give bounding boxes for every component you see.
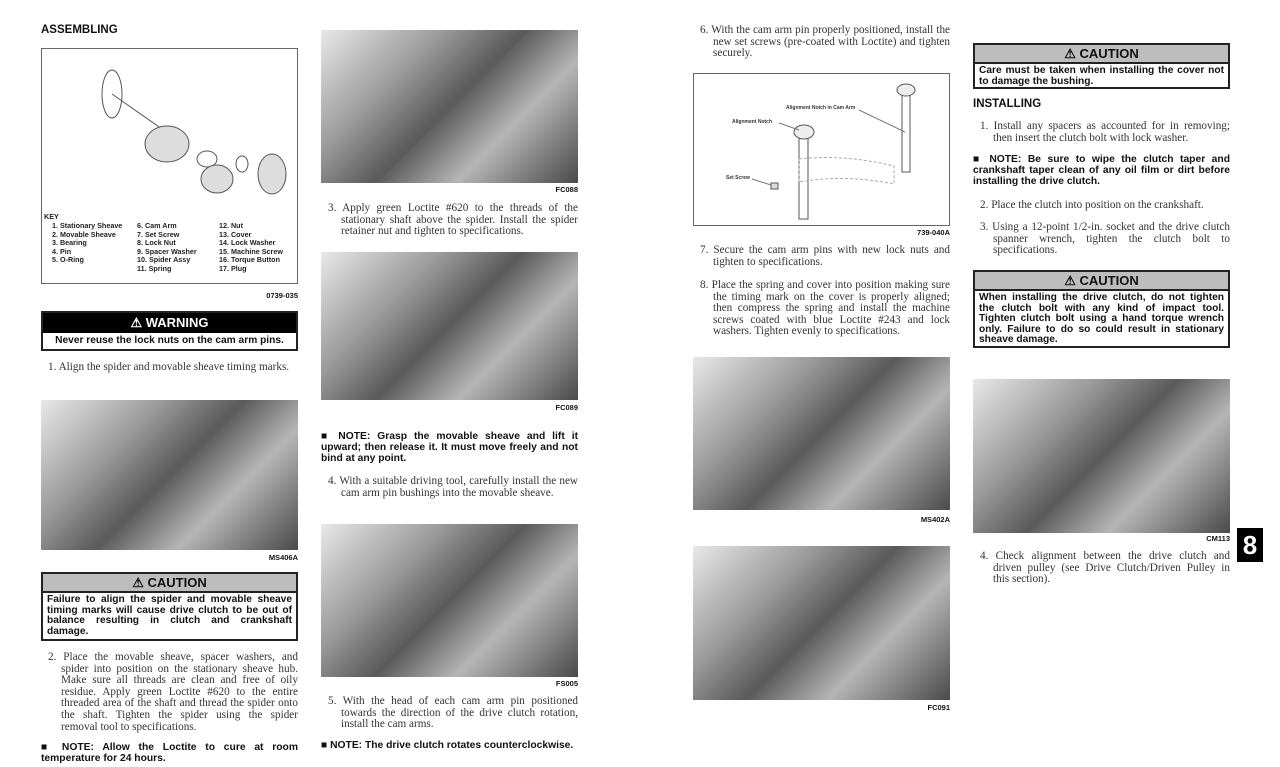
- photo-spider-nut: [321, 252, 578, 400]
- section-heading-installing: INSTALLING: [973, 98, 1042, 110]
- install-step-2: 2. Place the clutch into position on the crankshaft.: [980, 199, 1204, 211]
- key-item: 6. Cam Arm: [137, 221, 177, 230]
- photo-code: FC091: [927, 703, 950, 712]
- key-title: KEY: [44, 212, 59, 221]
- cam-arm-pin-diagram: [694, 74, 949, 225]
- key-item: 15. Machine Screw: [219, 246, 283, 256]
- step-4: 4. With a suitable driving tool, carefully install the new cam arm pin bushings into the movable sheave.: [328, 475, 578, 499]
- photo-code: FC088: [555, 185, 578, 194]
- key-item: 13. Cover: [219, 229, 252, 239]
- step-7: 7. Secure the cam arm pins with new lock nuts and tighten to specifications.: [700, 244, 950, 268]
- photo-spider-alignment: [41, 400, 298, 550]
- caution-title: ⚠ CAUTION: [975, 272, 1228, 291]
- label-alignment-notch: Alignment Notch: [732, 119, 772, 125]
- cam-arm-pin-figure: [693, 73, 950, 226]
- install-step-1: 1. Install any spacers as accounted for in removing; then insert the clutch bolt with lock washer.: [980, 120, 1230, 144]
- exploded-clutch-diagram: [42, 49, 297, 209]
- note: ■ NOTE: Grasp the movable sheave and lift it upward; then release it. It must move freely and not bind at any point.: [321, 431, 578, 464]
- caution-box: [41, 572, 298, 641]
- step-5: 5. With the head of each cam arm pin positioned towards the direction of the drive clutch rotation, install the cam arms.: [328, 695, 578, 731]
- photo-loctite: [321, 30, 578, 183]
- photo-torque-wrench: [693, 546, 950, 700]
- caution-box: [973, 270, 1230, 348]
- note: ■ NOTE: Allow the Loctite to cure at room temperature for 24 hours.: [41, 742, 298, 764]
- step-2: 2. Place the movable sheave, spacer washers, and spider into position on the stationary sheave hub. Make sure all threads are clean and free of oily residue. Apply green Loctite #620 to the entire threaded area of the shaft and thread the spider onto the shaft. Tighten the spider using the spider removal tool to specifications.: [48, 651, 298, 733]
- figure-code: 739-040A: [917, 228, 950, 237]
- key-item: 10. Spider Assy: [137, 255, 191, 265]
- step-6: 6. With the cam arm pin properly positioned, install the new set screws (pre-coated with Loctite) and tighten securely.: [700, 24, 950, 60]
- key-item: 11. Spring: [137, 263, 172, 273]
- key-item: 1. Stationary Sheave: [52, 221, 123, 230]
- warning-box: [41, 311, 298, 351]
- figure-code: 0739-035: [266, 291, 298, 300]
- photo-code: CM113: [1206, 534, 1230, 543]
- exploded-view-figure: [41, 48, 298, 284]
- key-item: 14. Lock Washer: [219, 238, 276, 248]
- warning-text: Never reuse the lock nuts on the cam arm pins.: [55, 335, 284, 346]
- section-heading-assembling: ASSEMBLING: [41, 24, 118, 36]
- key-item: 4. Pin: [52, 246, 72, 256]
- key-item: 16. Torque Button: [219, 255, 280, 265]
- photo-engine-clutch: [973, 379, 1230, 533]
- caution-title: ⚠ CAUTION: [43, 574, 296, 593]
- note: ■ NOTE: Be sure to wipe the clutch taper and crankshaft taper clean of any oil film or dirt before installing the drive clutch.: [973, 154, 1230, 187]
- label-set-screw: Set Screw: [726, 175, 750, 181]
- key-item: 3. Bearing: [52, 238, 87, 248]
- note: ■ NOTE: The drive clutch rotates counterclockwise.: [321, 740, 574, 751]
- photo-code: FS005: [555, 679, 578, 688]
- caution-text: Care must be taken when installing the cover not to damage the bushing.: [979, 65, 1224, 87]
- step-3: 3. Apply green Loctite #620 to the threads of the stationary shaft above the spider. Install the spider retainer nut and tighten to specifications.: [328, 202, 578, 238]
- install-step-4: 4. Check alignment between the drive clutch and driven pulley (see Drive Clutch/Driven Pulley in this section).: [980, 550, 1230, 586]
- caution-title: ⚠ CAUTION: [975, 45, 1228, 64]
- key-item: 2. Movable Sheave: [52, 229, 116, 239]
- key-item: 5. O-Ring: [52, 255, 84, 265]
- step-8: 8. Place the spring and cover into position making sure the timing mark on the cover is properly aligned; then compress the spring and install the machine screws coated with blue Loctite #243 and lock washers. Tighten evenly to specifications.: [700, 279, 950, 338]
- caution-box: [973, 43, 1230, 89]
- key-item: 17. Plug: [219, 263, 247, 273]
- key-item: 8. Lock Nut: [137, 238, 176, 248]
- photo-cover-timing-mark: [693, 357, 950, 510]
- warning-title: ⚠ WARNING: [43, 313, 296, 333]
- caution-text: When installing the drive clutch, do not tighten the clutch bolt with any kind of impact tool. Tighten clutch bolt using a hand torque wrench only. Failure to do so could result in stationary sheave damage.: [979, 292, 1224, 346]
- section-tab: 8: [1237, 528, 1263, 562]
- photo-code: FC089: [555, 403, 578, 412]
- install-step-3: 3. Using a 12-point 1/2-in. socket and the drive clutch spanner wrench, tighten the clutch bolt to specifications.: [980, 221, 1230, 257]
- photo-code: MS402A: [920, 515, 950, 524]
- caution-text: Failure to align the spider and movable sheave timing marks will cause drive clutch to be out of balance resulting in clutch and crankshaft damage.: [47, 594, 292, 637]
- key-item: 7. Set Screw: [137, 229, 180, 239]
- photo-driving-tool: [321, 524, 578, 677]
- step-1: 1. Align the spider and movable sheave timing marks.: [48, 361, 290, 373]
- key-item: 12. Nut: [219, 221, 243, 230]
- key-item: 9. Spacer Washer: [137, 246, 197, 256]
- photo-code: MS406A: [268, 553, 298, 562]
- label-alignment-notch-cam-arm: Alignment Notch in Cam Arm: [786, 105, 856, 111]
